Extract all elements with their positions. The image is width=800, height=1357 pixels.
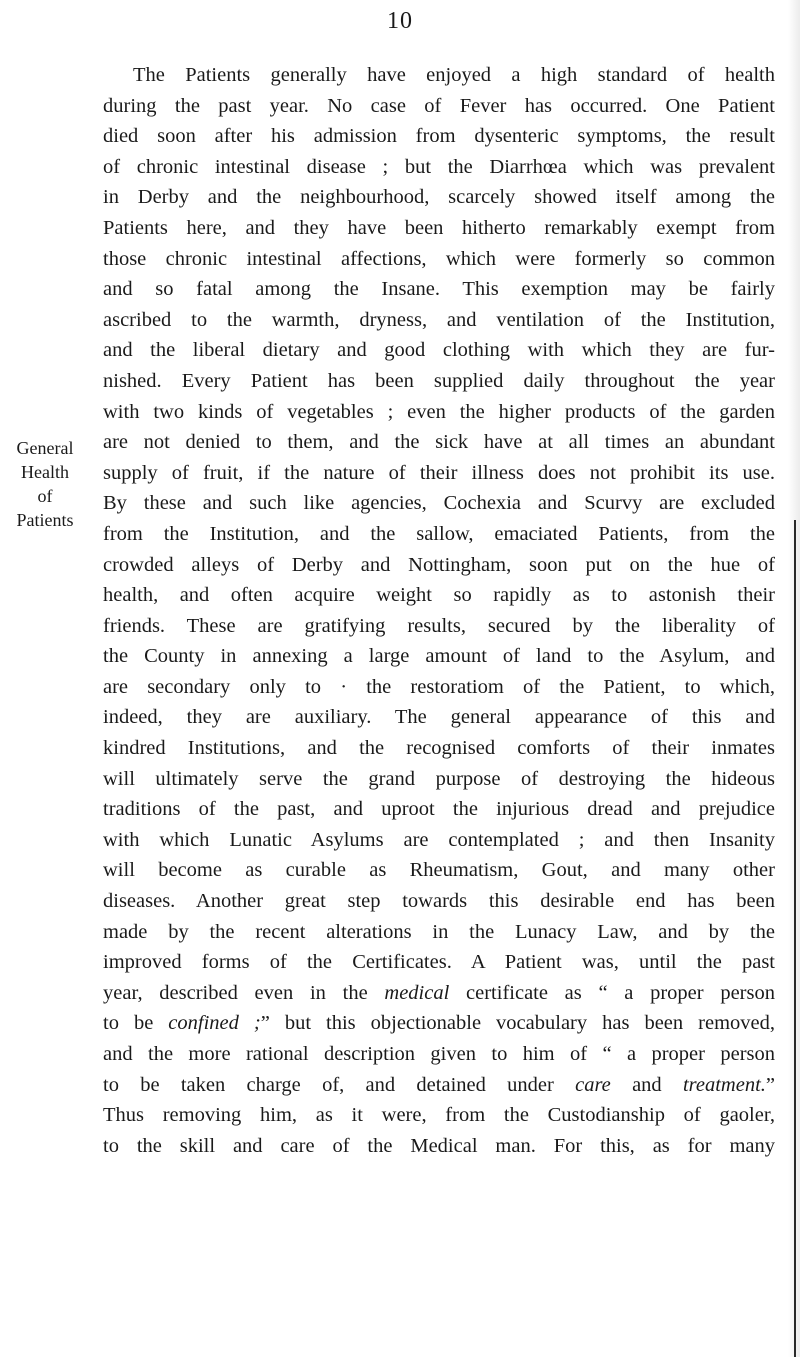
text-line (103, 825, 775, 856)
text-segment: year, described even in the (103, 981, 385, 1004)
text-line (103, 458, 775, 489)
text-segment: crowded alleys of Derby and Nottingham, soon put on the hue of (103, 553, 775, 576)
text-segment: will ultimately serve the grand purpose of destroying the hideous (103, 767, 775, 790)
text-segment: to the skill and care of the Medical man. For this, as for many (103, 1134, 775, 1157)
text-segment: to be (103, 1012, 169, 1035)
text-line (103, 305, 775, 336)
text-segment: kindred Institutions, and the recognised comforts of their inmates (103, 737, 775, 760)
text-segment: certificate as “ a proper person (449, 981, 775, 1004)
text-line (103, 91, 775, 122)
text-segment: the County in annexing a large amount of land to the Asylum, and (103, 645, 775, 668)
body-paragraph (103, 60, 775, 1161)
text-line (103, 244, 775, 275)
text-segment: and (610, 1073, 683, 1096)
text-segment: nished. Every Patient has been supplied daily throughout the year (103, 369, 775, 392)
text-line (103, 886, 775, 917)
margin-note-line: General (16, 438, 74, 458)
text-line (103, 152, 775, 183)
text-segment: and so fatal among the Insane. This exemption may be fairly (103, 278, 775, 301)
text-segment: ” but this objectionable vocabulary has been removed, (260, 1012, 775, 1035)
text-segment: are not denied to them, and the sick have at all times an abundant (103, 431, 775, 454)
text-segment: made by the recent alterations in the Lunacy Law, and by the (103, 920, 775, 943)
text-line (103, 397, 775, 428)
text-segment: Thus removing him, as it were, from the Custodianship of gaoler, (103, 1104, 775, 1127)
margin-note-line: Patients (16, 510, 74, 530)
page-number: 10 (387, 8, 413, 34)
text-segment: ” (765, 1073, 775, 1096)
italic-text: medical (384, 981, 450, 1004)
text-line (103, 978, 775, 1009)
text-line (103, 1008, 775, 1039)
text-line (103, 213, 775, 244)
text-segment: of chronic intestinal disease ; but the Diarrhœa which was prevalent (103, 155, 775, 178)
text-segment: with which Lunatic Asylums are contemplated ; and then Insanity (103, 828, 775, 851)
text-segment: traditions of the past, and uproot the injurious dread and prejudice (103, 798, 775, 821)
text-segment: will become as curable as Rheumatism, Gout, and many other (103, 859, 775, 882)
text-line (103, 580, 775, 611)
text-segment: to be taken charge of, and detained under (103, 1073, 576, 1096)
text-segment: and the more rational description given to him of “ a proper person (103, 1043, 775, 1065)
margin-note-line: Health (21, 462, 69, 482)
text-line (103, 274, 775, 305)
text-segment: ascribed to the warmth, dryness, and ventilation of the Institution, (103, 308, 775, 331)
text-segment: with two kinds of vegetables ; even the higher products of the garden (103, 400, 775, 423)
text-line (103, 917, 775, 948)
text-segment: and the liberal dietary and good clothing with which they are fur- (103, 339, 775, 362)
margin-note (0, 436, 90, 532)
text-line (103, 641, 775, 672)
text-line (103, 1131, 775, 1162)
page-edge-line (794, 520, 796, 1357)
text-segment: indeed, they are auxiliary. The general appearance of this and (103, 706, 775, 729)
text-line (103, 60, 775, 91)
text-segment: By these and such like agencies, Cochexia and Scurvy are excluded (103, 492, 775, 515)
text-line (103, 855, 775, 886)
text-segment: those chronic intestinal affections, which were formerly so common (103, 247, 775, 270)
italic-text: confined ; (168, 1012, 261, 1035)
text-segment: are secondary only to · the restoratiom of the Patient, to which, (103, 675, 775, 698)
text-segment: during the past year. No case of Fever has occurred. One Patient (103, 94, 775, 117)
text-line (103, 794, 775, 825)
text-segment: supply of fruit, if the nature of their illness does not prohibit its use. (103, 461, 775, 484)
text-line (103, 182, 775, 213)
text-segment: friends. These are gratifying results, secured by the liberality of (103, 614, 775, 637)
text-line (103, 733, 775, 764)
text-line (103, 121, 775, 152)
text-segment: in Derby and the neighbourhood, scarcely showed itself among the (103, 186, 775, 209)
text-line (103, 611, 775, 642)
margin-note-line: of (37, 486, 53, 506)
text-segment: health, and often acquire weight so rapidly as to astonish their (103, 584, 775, 607)
text-line (103, 1070, 775, 1101)
text-segment: from the Institution, and the sallow, emaciated Patients, from the (103, 522, 775, 545)
text-segment: diseases. Another great step towards this desirable end has been (103, 890, 775, 913)
text-line (103, 519, 775, 550)
text-line (103, 947, 775, 978)
text-line (103, 427, 775, 458)
italic-text: treatment. (682, 1073, 766, 1096)
text-segment: Patients here, and they have been hitherto remarkably exempt from (103, 216, 775, 239)
text-segment: The Patients generally have enjoyed a high standard of health (133, 64, 775, 86)
text-line (103, 1100, 775, 1131)
text-line (103, 764, 775, 795)
text-line (103, 335, 775, 366)
text-segment: died soon after his admission from dysenteric symptoms, the result (103, 125, 775, 148)
text-line (103, 1039, 775, 1070)
text-line (103, 550, 775, 581)
text-segment: improved forms of the Certificates. A Patient was, until the past (103, 951, 775, 974)
text-line (103, 366, 775, 397)
italic-text: care (575, 1073, 611, 1096)
text-line (103, 488, 775, 519)
text-line (103, 702, 775, 733)
text-line (103, 672, 775, 703)
